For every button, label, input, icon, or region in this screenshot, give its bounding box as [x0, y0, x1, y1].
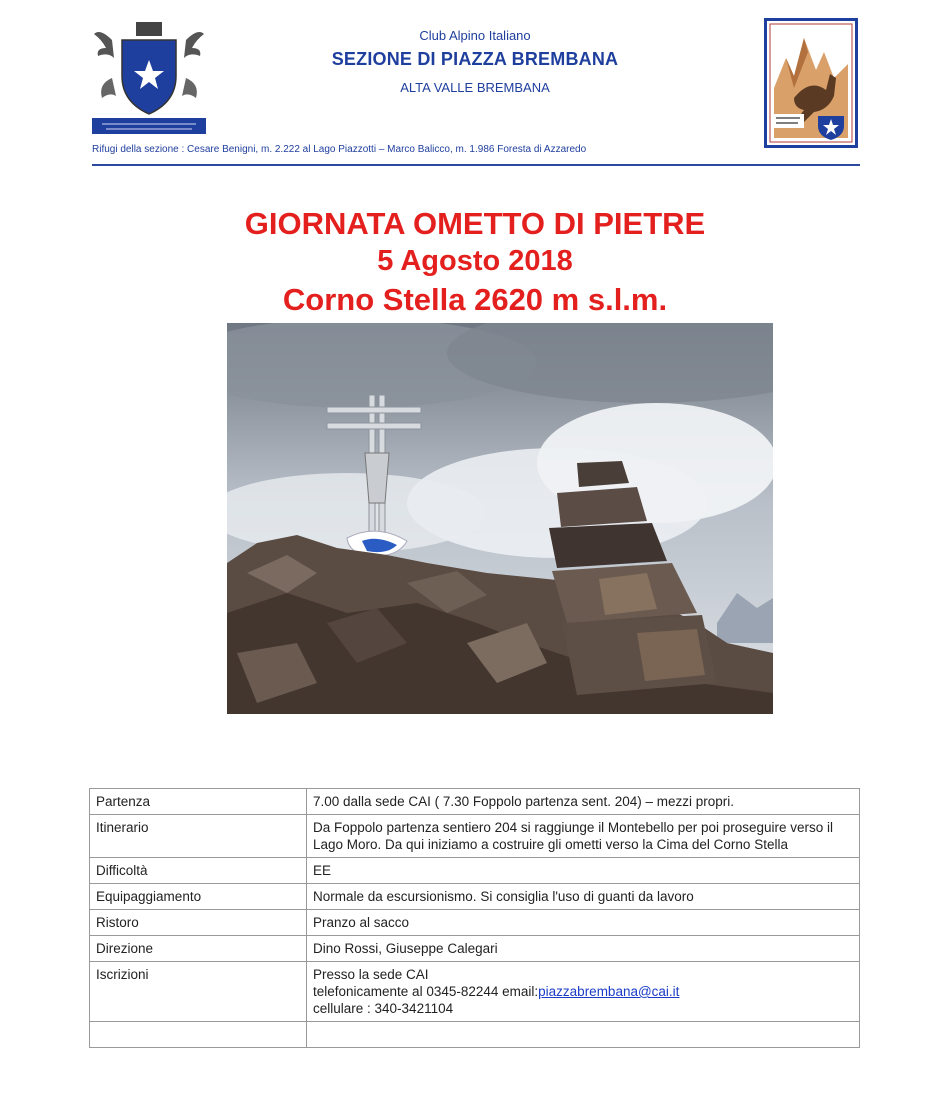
table-row-empty: [90, 1022, 860, 1048]
event-location: Corno Stella 2620 m s.l.m.: [282, 282, 668, 317]
header-club-name: Club Alpino Italiano: [419, 28, 531, 43]
iscrizioni-line-2: [313, 983, 853, 1000]
table-row: [90, 910, 860, 936]
section-badge-logo: [764, 18, 858, 148]
table-row: [90, 858, 860, 884]
iscrizioni-phone-email-prefix: telefonicamente al 0345-82244 email:: [313, 984, 539, 999]
table-row: [90, 815, 860, 858]
empty-cell: [307, 1022, 860, 1048]
row-value-iscrizioni: [307, 962, 860, 1022]
header-valley-name: ALTA VALLE BREMBANA: [400, 80, 550, 95]
header-divider: [92, 164, 860, 166]
iscrizioni-line-3: cellulare : 340-3421104: [313, 1001, 454, 1016]
row-value-equipaggiamento: Normale da escursionismo. Si consiglia l'uso di guanti da lavoro: [307, 884, 860, 910]
table-row: [90, 789, 860, 815]
table-row: [90, 962, 860, 1022]
email-link[interactable]: piazzabrembana@cai.it: [538, 984, 680, 999]
row-value-direzione: Dino Rossi, Giuseppe Calegari: [307, 936, 860, 962]
row-value-partenza: 7.00 dalla sede CAI ( 7.30 Foppolo partenza sent. 204) – mezzi propri.: [307, 789, 860, 815]
row-label-partenza: Partenza: [90, 789, 307, 815]
event-title: GIORNATA OMETTO DI PIETRE: [244, 206, 706, 241]
row-label-difficolta: Difficoltà: [90, 858, 307, 884]
row-label-equipaggiamento: Equipaggiamento: [90, 884, 307, 910]
summit-photo: [227, 323, 773, 714]
row-value-itinerario: Da Foppolo partenza sentiero 204 si raggiunge il Montebello per poi proseguire verso il Lago Moro. Da qui iniziamo a costruire gli ometti verso la Cima del Corno Stella: [307, 815, 860, 858]
event-date: 5 Agosto 2018: [377, 245, 573, 277]
row-value-ristoro: Pranzo al sacco: [307, 910, 860, 936]
table-row: [90, 884, 860, 910]
header-section-name: SEZIONE DI PIAZZA BREMBANA: [331, 49, 619, 69]
event-details-table: [89, 788, 860, 1048]
row-label-ristoro: Ristoro: [90, 910, 307, 936]
table-row: [90, 936, 860, 962]
iscrizioni-line-1: Presso la sede CAI: [313, 967, 429, 982]
cai-logo: [92, 18, 206, 136]
row-label-iscrizioni: Iscrizioni: [90, 962, 307, 1022]
empty-cell: [90, 1022, 307, 1048]
row-label-itinerario: Itinerario: [90, 815, 307, 858]
row-label-direzione: Direzione: [90, 936, 307, 962]
section-huts-line: Rifugi della sezione : Cesare Benigni, m. 2.222 al Lago Piazzotti – Marco Balicco, m. 1.986 Foresta di Azzaredo: [92, 144, 587, 155]
row-value-difficolta: EE: [307, 858, 860, 884]
